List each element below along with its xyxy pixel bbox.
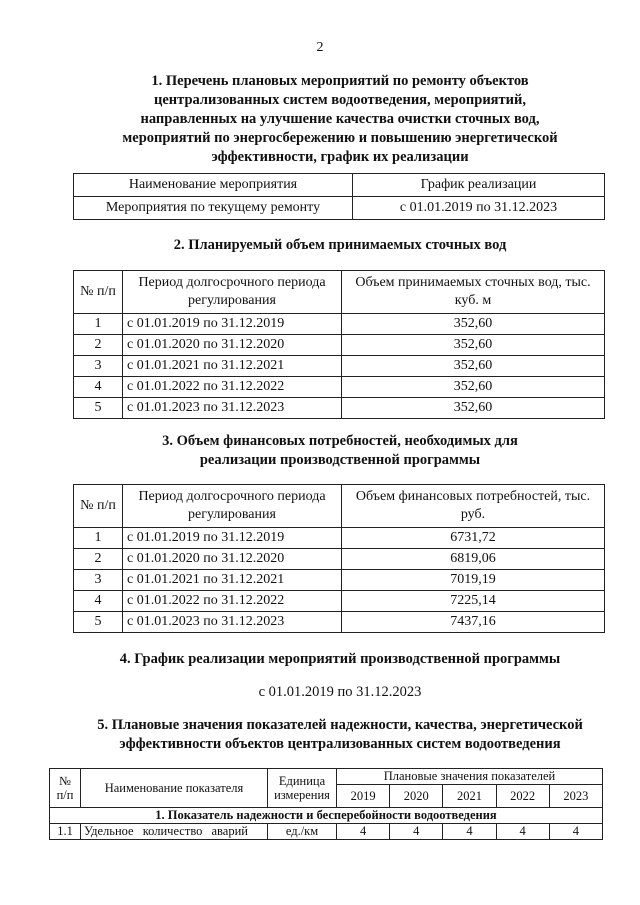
section3-title-line: 3. Объем финансовых потребностей, необходимых для	[162, 433, 518, 449]
cell-finance: 7225,14	[342, 591, 605, 612]
header-period: Период долгосрочного периода регулирования	[123, 271, 342, 314]
table-header-row	[50, 769, 603, 785]
cell-period: с 01.01.2021 по 31.12.2021	[123, 570, 342, 591]
section1-title	[60, 72, 620, 167]
table-header-row	[74, 271, 605, 314]
section3-title	[60, 432, 620, 470]
cell-finance: 6819,06	[342, 549, 605, 570]
table-row	[74, 570, 605, 591]
cell-num: 1	[74, 314, 123, 335]
cell-num: 3	[74, 570, 123, 591]
header-planned-values: Плановые значения показателей	[337, 769, 603, 785]
cell-num: 5	[74, 398, 123, 419]
section5-title	[60, 716, 620, 754]
cell-value: 4	[496, 824, 549, 840]
section5-title-line: эффективности объектов централизованных систем водоотведения	[119, 736, 561, 752]
table-row	[74, 314, 605, 335]
cell-period: с 01.01.2020 по 31.12.2020	[123, 549, 342, 570]
header-num: № п/п	[74, 271, 123, 314]
section1-title-line: направленных на улучшение качества очистки сточных вод,	[140, 111, 540, 127]
cell-num: 1	[74, 528, 123, 549]
cell-period: с 01.01.2022 по 31.12.2022	[123, 377, 342, 398]
cell-period: с 01.01.2023 по 31.12.2023	[123, 612, 342, 633]
cell-activity: Мероприятия по текущему ремонту	[74, 197, 353, 220]
section1-table	[73, 173, 605, 220]
header-activity-name: Наименование мероприятия	[74, 174, 353, 197]
cell-num: 5	[74, 612, 123, 633]
header-num: № п/п	[74, 485, 123, 528]
cell-value: 4	[549, 824, 602, 840]
section1-title-line: централизованных систем водоотведения, мероприятий,	[154, 92, 526, 108]
cell-unit: ед./км	[268, 824, 337, 840]
section2-title: 2. Планируемый объем принимаемых сточных вод	[173, 237, 507, 253]
header-indicator-name: Наименование показателя	[81, 769, 268, 808]
table-row	[74, 612, 605, 633]
table-row	[74, 528, 605, 549]
cell-value: 4	[443, 824, 496, 840]
table-row	[74, 591, 605, 612]
cell-num: 4	[74, 591, 123, 612]
cell-value: 4	[390, 824, 443, 840]
section5-title-line: 5. Плановые значения показателей надежности, качества, энергетической	[97, 717, 583, 733]
cell-volume: 352,60	[342, 377, 605, 398]
table-row	[74, 356, 605, 377]
cell-value: 4	[337, 824, 390, 840]
header-year: 2022	[496, 785, 549, 808]
section4-title: 4. График реализации мероприятий производственной программы	[119, 651, 561, 667]
table-row	[74, 335, 605, 356]
table-row	[74, 377, 605, 398]
cell-indicator-name: Удельное количество аварий	[81, 824, 268, 840]
cell-period: с 01.01.2023 по 31.12.2023	[123, 398, 342, 419]
section1-title-line: 1. Перечень плановых мероприятий по ремонту объектов	[151, 73, 529, 89]
cell-num: 4	[74, 377, 123, 398]
header-year: 2019	[337, 785, 390, 808]
cell-num: 3	[74, 356, 123, 377]
section3-table	[73, 484, 605, 633]
cell-num: 2	[74, 549, 123, 570]
cell-period: с 01.01.2019 по 31.12.2019	[123, 314, 342, 335]
table-header-row	[74, 174, 605, 197]
cell-volume: 352,60	[342, 314, 605, 335]
section5-table	[49, 768, 603, 840]
cell-period: с 01.01.2020 по 31.12.2020	[123, 335, 342, 356]
section1-title-line: эффективности, график их реализации	[211, 149, 469, 165]
cell-period: с 01.01.2019 по 31.12.2019	[123, 528, 342, 549]
cell-period: с 01.01.2021 по 31.12.2021	[123, 356, 342, 377]
header-year: 2020	[390, 785, 443, 808]
header-num: № п/п	[50, 769, 81, 808]
section1-title-line: мероприятий по энергосбережению и повышению энергетической	[122, 130, 558, 146]
cell-finance: 6731,72	[342, 528, 605, 549]
cell-period: с 01.01.2022 по 31.12.2022	[123, 591, 342, 612]
header-volume: Объем принимаемых сточных вод, тыс. куб. м	[342, 271, 605, 314]
cell-volume: 352,60	[342, 356, 605, 377]
cell-finance: 7437,16	[342, 612, 605, 633]
header-schedule: График реализации	[353, 174, 605, 197]
header-unit: Единица измерения	[268, 769, 337, 808]
cell-volume: 352,60	[342, 398, 605, 419]
page-number: 2	[316, 40, 324, 55]
group-title: 1. Показатель надежности и бесперебойности водоотведения	[50, 808, 603, 824]
section4-period: с 01.01.2019 по 31.12.2023	[258, 684, 422, 700]
cell-finance: 7019,19	[342, 570, 605, 591]
table-row	[74, 549, 605, 570]
section2-table	[73, 270, 605, 419]
header-period: Период долгосрочного периода регулирования	[123, 485, 342, 528]
cell-num: 1.1	[50, 824, 81, 840]
table-row	[74, 197, 605, 220]
cell-num: 2	[74, 335, 123, 356]
cell-volume: 352,60	[342, 335, 605, 356]
table-group-row	[50, 808, 603, 824]
table-row	[50, 824, 603, 840]
table-header-row	[74, 485, 605, 528]
header-year: 2023	[549, 785, 602, 808]
header-finance: Объем финансовых потребностей, тыс. руб.	[342, 485, 605, 528]
cell-schedule: с 01.01.2019 по 31.12.2023	[353, 197, 605, 220]
table-row	[74, 398, 605, 419]
section3-title-line: реализации производственной программы	[199, 452, 481, 468]
header-year: 2021	[443, 785, 496, 808]
